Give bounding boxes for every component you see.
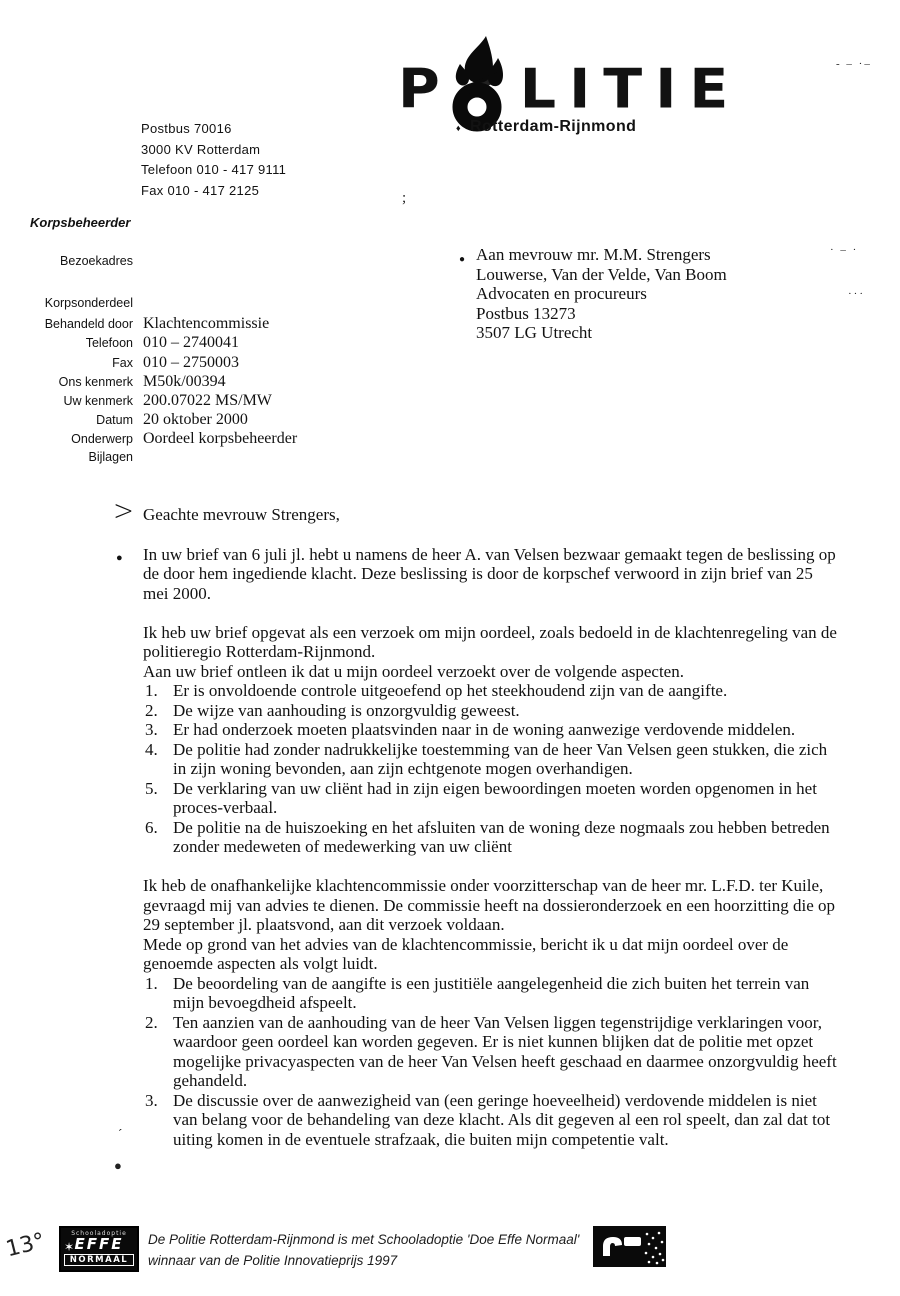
salutation-text: Geachte mevrouw Strengers, [143, 505, 340, 524]
meta-row-uw-kenmerk [0, 392, 297, 411]
judgment-list [143, 974, 842, 1150]
scan-speck: ··· [848, 288, 865, 300]
meta-value: Oordeel korpsbeheerder [143, 430, 298, 448]
region-name [456, 118, 636, 136]
meta-label: Fax [112, 355, 133, 370]
judgment-list-item: De beoordeling van de aangifte is een justitiële aangelegenheid die zich buiten het terrein van mijn bevoegdheid afspeelt. [173, 973, 810, 1012]
footer-caption-line: De Politie Rotterdam-Rijnmond is met Schooladoptie 'Doe Effe Normaal' [148, 1232, 580, 1247]
logo-letter-p: P [398, 57, 440, 121]
addressee-block [459, 245, 727, 343]
korpsbeheerder-label: Korpsbeheerder [30, 215, 131, 230]
aspects-list-item: De verklaring van uw cliënt had in zijn eigen bewoordingen moeten worden opgenomen in het proces-verbaal. [173, 778, 817, 817]
meta-row-behandeld-door [0, 315, 297, 334]
paragraph-gap [143, 857, 842, 877]
meta-row-fax [0, 354, 297, 373]
addressee-line: Postbus 13273 [476, 303, 576, 323]
meta-value: Klachtencommissie [143, 315, 270, 333]
politie-logo [398, 36, 742, 121]
doe-effe-normaal-badge-icon [59, 1226, 139, 1272]
logo-letters-litie: LITIE [519, 57, 742, 121]
region-label: Rotterdam-Rijnmond [470, 118, 637, 135]
aspects-list-item: De wijze van aanhouding is onzorgvuldig geweest. [173, 700, 520, 720]
hq-address-line: Fax 010 - 417 2125 [141, 182, 260, 198]
aspects-list-item: De politie na de huiszoeking en het afsluiten van de woning deze nogmaals zou hebben betreden zonder medeweten of medewerking van uw cliënt [173, 817, 830, 856]
hq-address-line: Telefoon 010 - 417 9111 [141, 162, 287, 177]
paragraph-aspects-lead: Aan uw brief ontleen ik dat u mijn oordeel verzoekt over de volgende aspecten. [143, 661, 684, 681]
hq-address-line: 3000 KV Rotterdam [141, 141, 261, 157]
addressee-bullet-icon: ● [459, 254, 466, 265]
meta-label: Behandeld door [44, 317, 133, 332]
meta-label: Ons kenmerk [58, 374, 133, 389]
badge-bottom-text: NORMAAL [64, 1254, 134, 1266]
meta-value: 200.07022 MS/MW [143, 391, 272, 409]
badge-top-text: Schooladoptie [71, 1230, 127, 1237]
addressee-line: 3507 LG Utrecht [476, 323, 593, 342]
paragraph-gap [143, 603, 842, 623]
badge-star-icon: ✶ [64, 1240, 75, 1254]
handwritten-page-mark: 13° [3, 1228, 48, 1263]
paragraph-judgment-lead: Mede op grond van het advies van de klachtencommissie, bericht ik u dat mijn oordeel over de genoemde aspecten als volgt luidt. [143, 934, 789, 973]
scan-speck: ● [114, 1158, 124, 1173]
meta-label: Uw kenmerk [63, 393, 133, 408]
paragraph-intro-text: In uw brief van 6 juli jl. hebt u namens de heer A. van Velsen bezwaar gemaakt tegen de beslissing op de door hem ingediende klacht. Deze beslissing is door de korpschef verwoord in zijn brief van 25 mei 2000. [143, 544, 836, 603]
scan-speck: · – · [830, 244, 859, 256]
salutation [113, 493, 842, 528]
meta-row-telefoon [0, 334, 297, 353]
meta-label: Telefoon [85, 336, 133, 351]
diamond-bullet-icon: ♦ [456, 123, 461, 133]
meta-row-datum [0, 411, 297, 430]
paragraph-request: Ik heb uw brief opgevat als een verzoek om mijn oordeel, zoals bedoeld in de klachtenregeling van de politieregio Rotterdam-Rijnmond. [143, 622, 837, 661]
meta-row-bijlagen [0, 450, 297, 469]
bezoekadres-label: Bezoekadres [60, 254, 133, 268]
aspects-list-item: Er is onvoldoende controle uitgeoefend op het steekhoudend zijn van de aangifte. [173, 681, 728, 700]
paragraph-bullet-icon: ● [116, 551, 123, 564]
meta-rows [0, 296, 297, 469]
aspects-list-item: De politie had zonder nadrukkelijke toestemming van de heer Van Velsen geen stukken, die zich in zijn woning bevonden, aan zijn echtgenote mogen overhandigen. [173, 739, 828, 778]
addressee-line: Aan mevrouw mr. M.M. Strengers [476, 245, 711, 264]
meta-label: Datum [96, 413, 133, 428]
paragraph-intro [116, 544, 842, 604]
addressee-line: Advocaten en procureurs [476, 284, 647, 303]
paragraph-commission: Ik heb de onafhankelijke klachtencommissie onder voorzitterschap van de heer mr. L.F.D. ter Kuile, gevraagd mij van advies te dienen. De commissie heeft na dossieronderzoek en een hoorzitting die op 29 september jl. plaatsvond, aan dit verzoek voldaan. [143, 876, 836, 934]
scan-speck: ‐ – ·– [836, 58, 872, 70]
judgment-list-item: De discussie over de aanwezigheid van (een geringe hoeveelheid) verdovende middelen is niet van belang voor de behandeling van deze klacht. Als dit gegeven al een rol speelt, dan zal dat tot uiting komen in de eventuele strafzaak, die buiten mijn competentie valt. [173, 1090, 831, 1149]
meta-row-korpsonderdeel [0, 296, 297, 315]
meta-value: 20 oktober 2000 [143, 411, 248, 429]
scan-speck: ´ [118, 1126, 125, 1141]
meta-value: 010 – 2750003 [143, 353, 239, 371]
scan-speck: ; [402, 190, 409, 206]
meta-row-ons-kenmerk [0, 373, 297, 392]
footer-caption-line: winnaar van de Politie Innovatieprijs 1997 [148, 1253, 398, 1268]
meta-value: 010 – 2740041 [143, 334, 239, 352]
chevron-scan-mark-icon: > [113, 493, 134, 528]
meta-label: Onderwerp [71, 432, 133, 447]
meta-label: Korpsonderdeel [44, 296, 133, 310]
meta-row-onderwerp [0, 430, 297, 449]
meta-value: M50k/00394 [143, 372, 226, 390]
innovation-prize-logo-icon [593, 1226, 666, 1272]
meta-label: Bijlagen [88, 449, 133, 464]
judgment-list-item: Ten aanzien van de aanhouding van de heer Van Velsen liggen tegenstrijdige verklaringen voor, waardoor geen oordeel kan worden gegeven. Er is niet kunnen blijken dat de politie met opzet mogelijke privacyaspecten van de heer Van Velsen heeft geschaad en daarmee onzorgvuldig heeft gehandeld. [173, 1012, 837, 1090]
aspects-list [143, 681, 842, 857]
aspects-list-item: Er had onderzoek moeten plaatsvinden naar in de woning aanwezige verdovende middelen. [173, 720, 796, 739]
hq-address-block [141, 119, 286, 201]
hq-address-line: Postbus 70016 [141, 121, 232, 136]
footer-caption [148, 1229, 579, 1271]
addressee-line: Louwerse, Van der Velde, Van Boom [476, 264, 727, 284]
letter-body [113, 493, 842, 1149]
badge-mid-text: EFFE [74, 1235, 124, 1253]
